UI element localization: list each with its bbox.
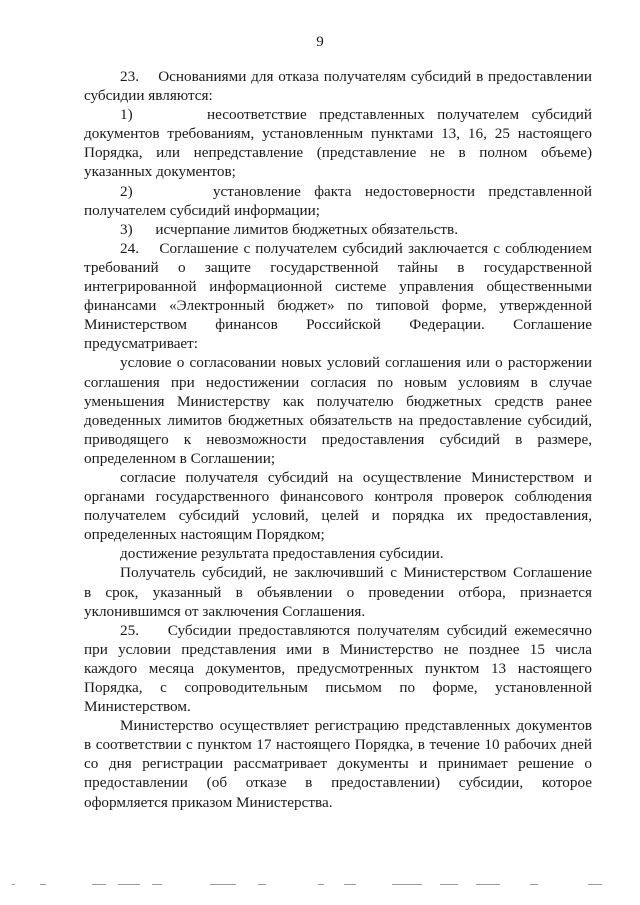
text-line: 2) установление факта недостоверности представленной (120, 182, 592, 200)
paragraph-subitem-3 (84, 220, 592, 239)
text-line: соглашения при недостижении согласия по новым условиям в случае (84, 373, 592, 391)
text-line: в срок, указанный в объявлении о проведении отбора, признается (84, 583, 592, 601)
text-line: субсидии являются: (84, 87, 213, 105)
text-line: уменьшения Министерству как получателю бюджетных средств ранее (84, 392, 592, 410)
paragraph-item-25 (84, 621, 592, 716)
text-line: 23. Основаниями для отказа получателям субсидий в предоставлении (120, 68, 592, 85)
text-line: 24. Соглашение с получателем субсидий заключается с соблюдением (120, 239, 592, 257)
scan-artifact-marks (0, 883, 640, 887)
paragraph-result-achievement (84, 544, 592, 563)
text-line: уклонившимся от заключения Соглашения. (84, 602, 366, 620)
text-line: Получатель субсидий, не заключивший с Министерством Соглашение (120, 564, 592, 582)
paragraph-subitem-1 (84, 105, 592, 181)
text-line: Порядка, или непредставление (представление не в полном объеме) (84, 144, 592, 162)
page-number: 9 (316, 34, 324, 50)
text-line: каждого месяца документов, предусмотренных пунктом 13 настоящего (84, 659, 592, 677)
paragraph-item-23 (84, 67, 592, 105)
text-line: требований о защите государственной тайны в государственной (84, 258, 592, 276)
text-line: документов требованиям, установленным пунктами 13, 16, 25 настоящего (84, 125, 592, 143)
text-line: со дня регистрации рассматривает документы и принимает решение о (84, 755, 592, 773)
paragraph-subitem-2 (84, 182, 592, 220)
text-line: получателем субсидий условий, целей и порядка их предоставления, (84, 507, 592, 525)
text-line: определенном в Соглашении; (84, 449, 276, 467)
text-line: достижение результата предоставления субсидии. (120, 545, 444, 563)
paragraph-refusal-agreement (84, 563, 592, 620)
text-line: в соответствии с пунктом 17 настоящего Порядка, в течение 10 рабочих дней (84, 736, 592, 754)
text-line: Министерством. (84, 698, 191, 716)
text-line: указанных документов; (84, 163, 236, 181)
paragraph-item-24 (84, 239, 592, 354)
text-line: условие о согласовании новых условий соглашения или о расторжении (120, 354, 592, 372)
text-line: при условии представления ими в Министерство не позднее 15 числа (84, 640, 592, 658)
text-line: 3) исчерпание лимитов бюджетных обязательств. (120, 220, 459, 238)
text-line: 25. Субсидии предоставляются получателям субсидий ежемесячно (120, 621, 592, 639)
text-line: интегрированной информационной системе управления общественными (84, 278, 592, 296)
text-line: оформляется приказом Министерства. (84, 793, 333, 811)
paragraph-registration (84, 716, 592, 811)
text-line: определенных настоящим Порядком; (84, 526, 325, 544)
text-line: предусматривает: (84, 335, 199, 353)
text-line: согласие получателя субсидий на осуществление Министерством и (120, 468, 592, 486)
text-line: получателем субсидий информации; (84, 201, 320, 219)
text-line: приводящего к невозможности предоставления субсидий в размере, (84, 430, 592, 448)
text-line: Министерство осуществляет регистрацию представленных документов (120, 717, 592, 735)
text-line: Порядка, с сопроводительным письмом по форме, установленной (84, 679, 592, 696)
text-line: предоставлении (об отказе в предоставлении) субсидии, которое (84, 774, 592, 792)
text-line: органами государственного финансового контроля проверок соблюдения (84, 488, 592, 506)
paragraph-consent-audit (84, 468, 592, 544)
text-line: финансами «Электронный бюджет» по типовой форме, утвержденной (84, 297, 592, 315)
document-body (84, 67, 592, 812)
text-line: доведенных лимитов бюджетных обязательств на предоставление субсидий, (84, 411, 592, 429)
text-line: 1) несоответствие представленных получателем субсидий (120, 106, 592, 124)
paragraph-condition-renegotiation (84, 353, 592, 468)
text-line: Министерством финансов Российской Федерации. Соглашение (84, 316, 592, 334)
